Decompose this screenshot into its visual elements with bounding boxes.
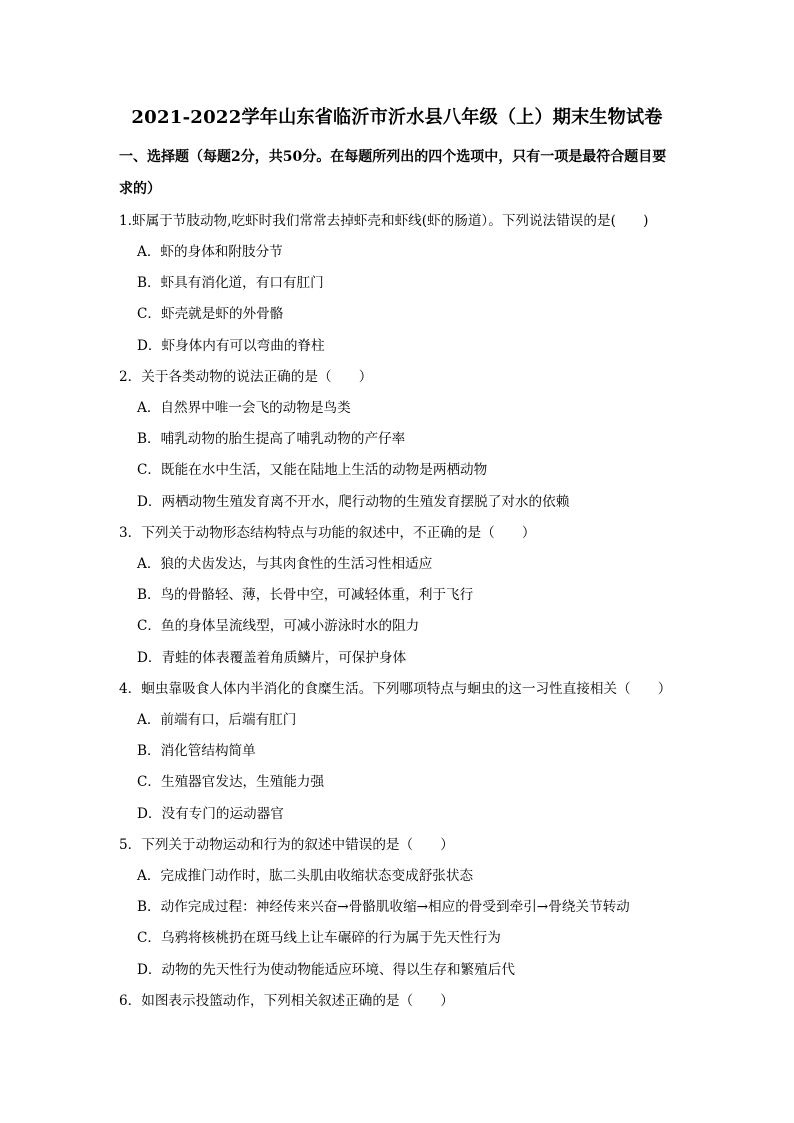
section-heading-line-1: 一、选择题（每题2分，共50分。在每题所列出的四个选项中，只有一项是最符合题目要	[119, 149, 667, 165]
question-2-option-d: D．两栖动物生殖发育离不开水，爬行动物的生殖发育摆脱了对水的依赖	[137, 494, 570, 510]
question-3-option-a: A．狼的犬齿发达，与其肉食性的生活习性相适应	[137, 556, 433, 572]
question-2-option-c: C．既能在水中生活，又能在陆地上生活的动物是两栖动物	[137, 462, 488, 478]
question-4-option-a: A．前端有口，后端有肛门	[137, 712, 297, 728]
question-3-option-b: B．鸟的骨骼轻、薄，长骨中空，可减轻体重，利于飞行	[137, 587, 474, 603]
question-5-option-a: A．完成推门动作时，肱二头肌由收缩状态变成舒张状态	[137, 868, 474, 884]
question-1-option-a: A．虾的身体和附肢分节	[137, 244, 283, 260]
question-5-option-d: D．动物的先天性行为使动物能适应环境、得以生存和繁殖后代	[137, 962, 515, 978]
question-2-stem: 2．关于各类动物的说法正确的是（ ）	[119, 369, 373, 385]
question-3-stem: 3．下列关于动物形态结构特点与功能的叙述中，不正确的是（ ）	[119, 525, 536, 541]
question-4-option-d: D．没有专门的运动器官	[137, 806, 284, 822]
question-4-stem: 4．蛔虫靠吸食人体内半消化的食糜生活。下列哪项特点与蛔虫的这一习性直接相关（ ）	[119, 681, 672, 697]
question-1-option-d: D．虾身体内有可以弯曲的脊柱	[137, 338, 325, 354]
question-5-option-c: C．乌鸦将核桃扔在斑马线上让车碾碎的行为属于先天性行为	[137, 930, 501, 946]
question-1-option-c: C．虾壳就是虾的外骨骼	[137, 306, 284, 322]
question-4-option-b: B．消化管结构简单	[137, 743, 256, 759]
question-5-stem: 5．下列关于动物运动和行为的叙述中错误的是（ ）	[119, 837, 454, 853]
question-3-option-d: D．青蛙的体表覆盖着角质鳞片，可保护身体	[137, 650, 407, 666]
question-2-option-a: A．自然界中唯一会飞的动物是鸟类	[137, 400, 351, 416]
question-5-option-b: B．动作完成过程：神经传来兴奋→骨骼肌收缩→相应的骨受到牵引→骨绕关节转动	[137, 899, 630, 915]
document-title: 2021-2022学年山东省临沂市沂水县八年级（上）期末生物试卷	[131, 107, 663, 128]
question-3-option-c: C．鱼的身体呈流线型，可减小游泳时水的阻力	[137, 618, 420, 634]
question-2-option-b: B．哺乳动物的胎生提高了哺乳动物的产仔率	[137, 431, 406, 447]
question-6-stem: 6．如图表示投篮动作，下列相关叙述正确的是（ ）	[119, 993, 454, 1009]
question-4-option-c: C．生殖器官发达，生殖能力强	[137, 774, 325, 790]
section-heading-line-2: 求的）	[119, 181, 161, 197]
question-1-stem: 1.虾属于节肢动物,吃虾时我们常常去掉虾壳和虾线(虾的肠道）。下列说法错误的是( )	[119, 213, 649, 229]
question-1-option-b: B．虾具有消化道，有口有肛门	[137, 275, 324, 291]
